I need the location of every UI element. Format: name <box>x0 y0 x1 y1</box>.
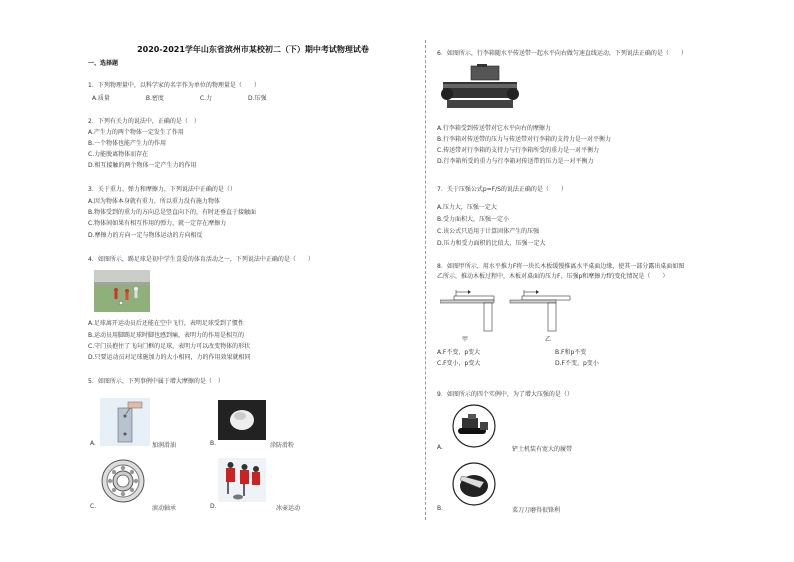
q6-option-d: D.行李箱所受的重力与行李箱对传送带的压力是一对平衡力 <box>437 158 594 165</box>
q5-d-letter: D. <box>210 503 217 510</box>
q7-option-b: B.受力面积大，压强一定小 <box>437 216 510 223</box>
q6-option-a: A.行李箱受到传送带对它水平向右的摩擦力 <box>437 125 551 132</box>
q7-stem: 7．关于压强公式p=F/S的说法正确的是（ ） <box>437 186 567 193</box>
section-heading: 一、选择题 <box>88 60 119 67</box>
q8-stem-line2: 乙所示，推动木板过程中，木板对桌面的压力F、压强p和摩擦力f的变化情况是（ ） <box>437 273 669 280</box>
exam-title: 2020-2021学年山东省滨州市某校初二（下）期中考试物理试卷 <box>137 45 369 54</box>
q9-b-caption: 菜刀刀磨得很锋利 <box>512 507 561 514</box>
figure-label-yi: 乙 <box>545 336 552 343</box>
q6-option-c: C.传送带对行李箱的支持力与行李箱所受的重力是一对平衡力 <box>437 147 600 154</box>
curling-figure <box>218 458 266 502</box>
football-photo <box>94 270 150 312</box>
q3-option-c: C.物体间如果有相互作用的弹力，就一定存在摩擦力 <box>88 220 227 227</box>
q8-option-d: D.F不变，p变小 <box>555 360 599 367</box>
q7-option-c: C.该公式只适用于计算固体产生的压强 <box>437 228 540 235</box>
q5-a-letter: A. <box>90 440 96 447</box>
q1-stem: 1．下列物理量中，以科学家的名字作为单位的物理量是（ ） <box>88 82 260 89</box>
q9-a-letter: A. <box>437 444 443 451</box>
hinge-oil-figure <box>100 398 150 446</box>
q5-stem: 5．如图所示，下列事例中属于增大摩擦的是（ ） <box>88 378 224 385</box>
q1-options: A.质量 B.密度 C.力 D.压强 <box>92 95 267 102</box>
q2-option-c: C.力能脱离物体而存在 <box>88 151 149 158</box>
knife-sharpening-figure <box>450 462 498 506</box>
q5-d-caption: 冰壶运动 <box>276 505 301 512</box>
board-push-figures <box>440 286 740 334</box>
bulldozer-figure <box>450 404 498 448</box>
conveyor-figure <box>437 64 523 112</box>
q5-a-caption: 加润滑油 <box>152 442 177 449</box>
q8-option-a: A.F不变，p变大 <box>437 349 481 356</box>
q8-option-b: B.F和p不变 <box>555 349 587 356</box>
q5-b-letter: B. <box>210 440 217 447</box>
q3-stem: 3．关于重力、弹力和摩擦力，下列说法中正确的是（） <box>88 186 236 193</box>
q9-a-caption: 铲土机装有宽大的履带 <box>512 446 573 453</box>
q3-option-d: D.摩擦力的方向一定与物体运动的方向相反 <box>88 232 203 239</box>
q7-option-d: D.压力和受力面积的比值大，压强一定大 <box>437 240 546 247</box>
q9-b-letter: B. <box>437 505 444 512</box>
q5-c-caption: 滚动轴承 <box>152 505 177 512</box>
q3-option-b: B.物体受到的重力的方向总是竖直向下的，有时还垂直于接触面 <box>88 209 257 216</box>
q2-stem: 2．下列有关力的说法中，正确的是（ ） <box>88 118 200 125</box>
q4-stem: 4．如图所示，踢足球是初中学生喜爱的体育活动之一，下列说法中正确的是（ ） <box>88 256 314 263</box>
q6-stem: 6．如图所示，行李箱随水平传送带一起水平向右做匀速直线运动，下列说法正确的是（ ） <box>437 50 687 57</box>
q4-option-b: B.运动员用脚踢足球时脚也感到痛，表明力的作用是相互的 <box>88 332 245 339</box>
q2-option-a: A.产生力的两个物体一定发生了作用 <box>88 129 184 136</box>
q5-c-letter: C. <box>90 503 97 510</box>
q2-option-b: B.一个物体也能产生力的作用 <box>88 140 167 147</box>
q8-stem-line1: 8．如图甲所示，用水平推力F将一块长木板缓慢推离水平桌面边缘，使其一部分露出桌面如图 <box>437 263 685 270</box>
q3-option-a: A.因为物体本身就有重力，所以重力没有施力物体 <box>88 198 220 205</box>
column-divider <box>425 40 426 520</box>
q8-option-c: C.F变小，p变大 <box>437 360 481 367</box>
q4-option-d: D.只要运动员对足球施加力的大小相同，力的作用效果就相同 <box>88 354 251 361</box>
q2-option-d: D.相互接触的两个物体一定产生力的作用 <box>88 162 197 169</box>
q4-option-a: A.足球离开运动员后还能在空中飞行，表明足球受到了惯性 <box>88 320 244 327</box>
bearing-figure <box>100 458 146 504</box>
q4-option-c: C.守门员抱住了飞向门框的足球，表明力可以改变物体的形状 <box>88 343 251 350</box>
q7-option-a: A.压力大，压强一定大 <box>437 204 497 211</box>
q5-b-caption: 涂防滑粉 <box>270 442 295 449</box>
figure-label-jia: 甲 <box>462 336 469 343</box>
q9-stem: 9．如图所示的四个实例中，为了增大压强的是（） <box>437 391 573 398</box>
grip-powder-figure <box>218 400 266 440</box>
q6-option-b: B.行李箱对传送带的压力与传送带对行李箱的支持力是一对平衡力 <box>437 136 612 143</box>
